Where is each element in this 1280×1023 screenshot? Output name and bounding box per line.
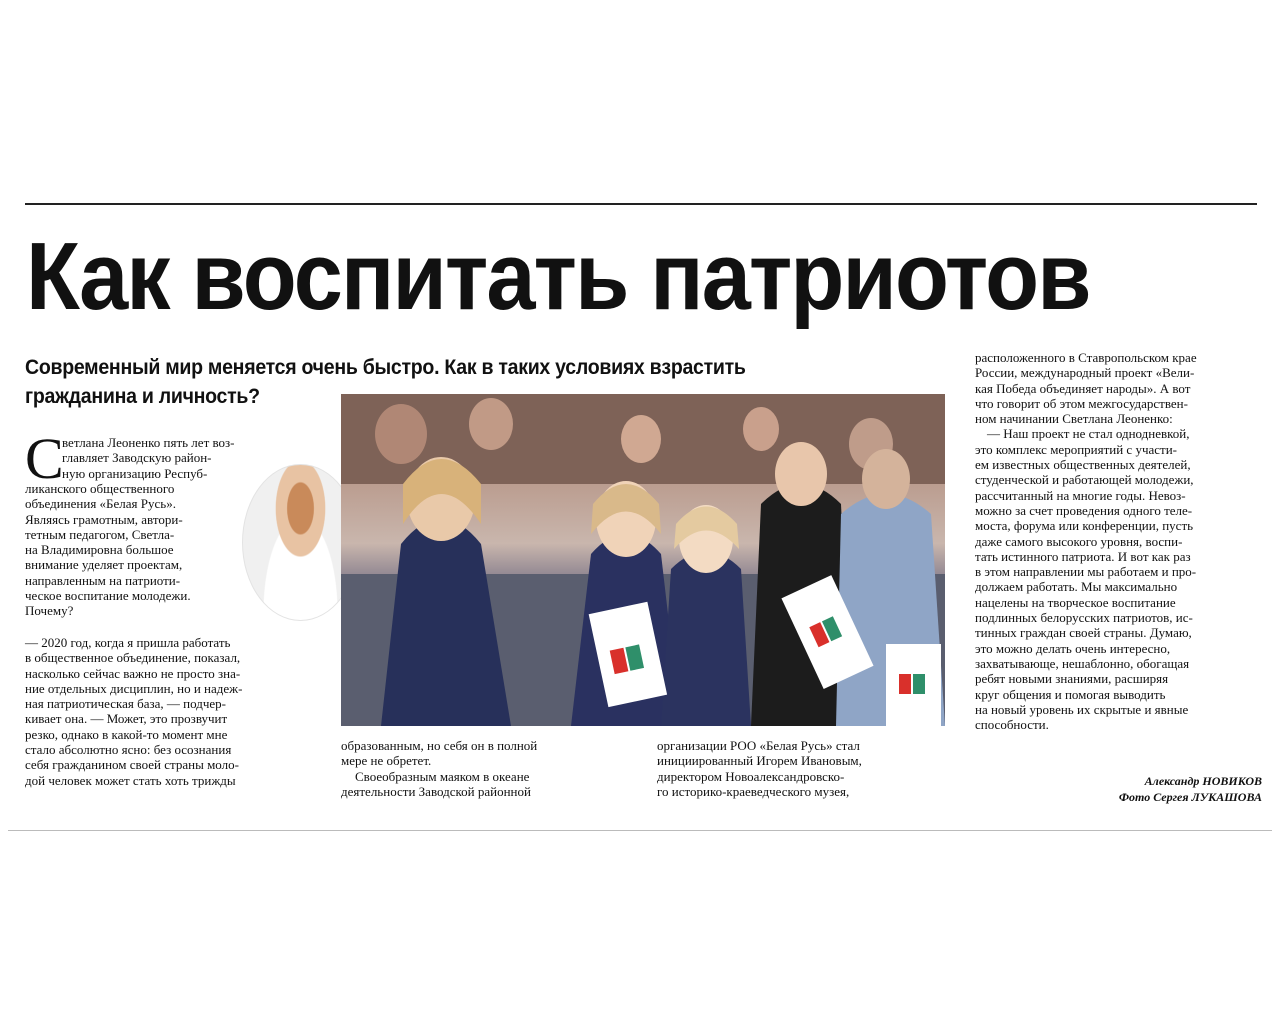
dropcap-letter: С bbox=[25, 426, 64, 491]
audience-illustration bbox=[341, 394, 945, 726]
text-line: ная патриотическая база, — подчер- bbox=[25, 696, 227, 712]
text-line: ную организацию Респуб- bbox=[62, 465, 208, 481]
top-rule bbox=[25, 203, 1257, 205]
lead-line: гражданина и личность? bbox=[25, 385, 260, 408]
text-line: образованным, но себя он в полной bbox=[341, 738, 538, 753]
headline: Как воспитать патриотов bbox=[26, 223, 1090, 330]
text-line: в этом направлении мы работаем и про- bbox=[975, 564, 1197, 580]
text-line: ем известных общественных деятелей, bbox=[975, 457, 1191, 473]
text-line: ческое воспитание молодежи. bbox=[25, 588, 191, 604]
text-line: насколько сейчас важно не просто зна- bbox=[25, 665, 241, 681]
text-line: на Владимировна большое bbox=[25, 542, 174, 558]
text-line: кая Победа объединяет народы». А вот bbox=[975, 380, 1191, 396]
text-line: ном начинании Светлана Леоненко: bbox=[975, 411, 1173, 427]
byline-author: Александр НОВИКОВ bbox=[1144, 774, 1262, 788]
column-1-intro-b bbox=[25, 481, 250, 619]
column-2 bbox=[341, 738, 629, 799]
text-line: ветлана Леоненко пять лет воз- bbox=[62, 435, 235, 450]
column-4 bbox=[975, 350, 1262, 732]
text-line: должаем работать. Мы максимально bbox=[975, 579, 1178, 595]
text-line: направленным на патриоти- bbox=[25, 572, 181, 588]
text-line: мере не обретет. bbox=[341, 753, 432, 769]
text-line: это можно делать очень интересно, bbox=[975, 640, 1171, 656]
text-line: подлинных белорусских патриотов, ис- bbox=[975, 610, 1193, 626]
text-line: даже самого высокого уровня, воспи- bbox=[975, 533, 1183, 549]
text-line: тать истинного патриота. И вот как раз bbox=[975, 548, 1191, 564]
text-line: тинных граждан своей страны. Думаю, bbox=[975, 625, 1192, 641]
text-line: го историко-краеведческого музея, bbox=[657, 783, 850, 799]
event-photo bbox=[341, 394, 945, 726]
text-line: Являясь грамотным, автори- bbox=[25, 511, 183, 527]
text-line: Своеобразным маяком в океане bbox=[355, 768, 530, 784]
text-line: в общественное объединение, показал, bbox=[25, 650, 241, 666]
text-line: России, международный проект «Вели- bbox=[975, 365, 1195, 381]
text-line: ребят новыми знаниями, расширяя bbox=[975, 671, 1169, 687]
text-line: внимание уделяет проектам, bbox=[25, 557, 183, 573]
column-1-intro bbox=[62, 435, 237, 481]
column-3 bbox=[657, 738, 945, 799]
text-line: расположенного в Ставропольском крае bbox=[975, 350, 1197, 365]
text-line: стало абсолютно ясно: без осознания bbox=[25, 742, 232, 758]
text-line: объединения «Белая Русь». bbox=[25, 496, 176, 512]
text-line: — 2020 год, когда я пришла работать bbox=[25, 635, 231, 650]
text-line: можно за счет проведения одного теле- bbox=[975, 502, 1193, 518]
byline bbox=[975, 773, 1262, 805]
text-line: деятельности Заводской районной bbox=[341, 783, 531, 799]
lead-line: Современный мир меняется очень быстро. Как в таких условиях взрастить bbox=[25, 356, 746, 379]
text-line: тетным педагогом, Светла- bbox=[25, 526, 175, 542]
text-line: организации РОО «Белая Русь» стал bbox=[657, 738, 860, 753]
byline-photo-credit: Фото Сергея ЛУКАШОВА bbox=[1118, 790, 1262, 804]
text-line: ние отдельных дисциплин, но и надеж- bbox=[25, 680, 243, 696]
text-line: способности. bbox=[975, 717, 1049, 733]
text-line: себя гражданином своей страны моло- bbox=[25, 757, 239, 773]
column-1-body bbox=[25, 635, 315, 788]
text-line: — Наш проект не стал однодневкой, bbox=[987, 426, 1190, 442]
text-line: студенческой и работающей молодежи, bbox=[975, 472, 1194, 488]
text-line: нацелены на творческое воспитание bbox=[975, 594, 1176, 610]
text-line: Почему? bbox=[25, 603, 74, 619]
text-line: ликанского общественного bbox=[25, 481, 175, 496]
text-line: это комплекс мероприятий с участи- bbox=[975, 441, 1178, 457]
text-line: инициированный Игорем Ивановым, bbox=[657, 753, 862, 769]
text-line: резко, однако в какой-то момент мне bbox=[25, 726, 228, 742]
text-line: директором Новоалександровско- bbox=[657, 768, 845, 784]
text-line: круг общения и помогая выводить bbox=[975, 686, 1166, 702]
text-line: главляет Заводскую район- bbox=[62, 450, 212, 466]
bottom-rule bbox=[8, 830, 1272, 831]
text-line: кивает она. — Может, это прозвучит bbox=[25, 711, 228, 727]
text-line: моста, форума или конференции, пусть bbox=[975, 518, 1194, 534]
text-line: захватывающе, нешаблонно, обогащая bbox=[975, 655, 1190, 671]
text-line: рассчитанный на многие годы. Невоз- bbox=[975, 487, 1186, 503]
text-line: что говорит об этом межгосударствен- bbox=[975, 395, 1188, 411]
text-line: дой человек может стать хоть трижды bbox=[25, 772, 236, 788]
text-line: на новый уровень их скрытые и явные bbox=[975, 701, 1189, 717]
